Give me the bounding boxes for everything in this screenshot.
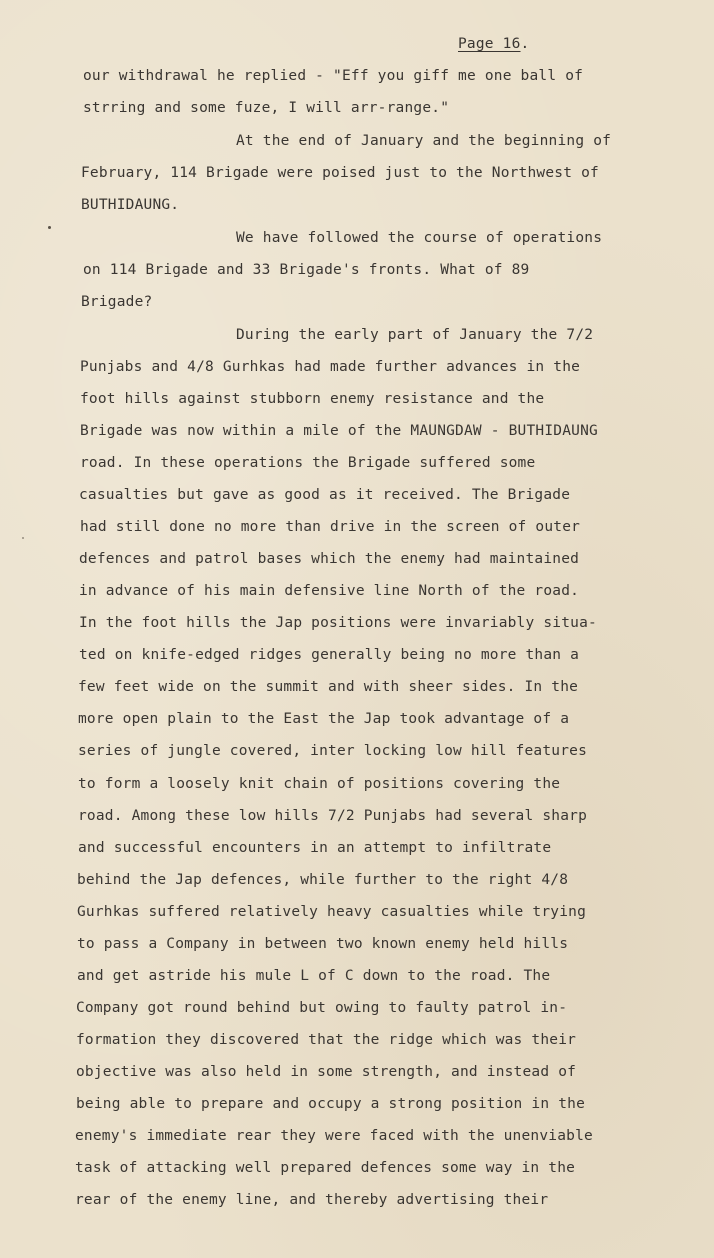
text-line: and successful encounters in an attempt to infiltrate bbox=[78, 840, 552, 856]
text-line: Brigade was now within a mile of the MAUNGDAW - BUTHIDAUNG bbox=[80, 423, 598, 439]
page-number bbox=[458, 36, 529, 52]
text-line: strring and some fuze, I will arr-range." bbox=[83, 100, 450, 116]
text-line: behind the Jap defences, while further to the right 4/8 bbox=[77, 872, 569, 888]
text-line: in advance of his main defensive line North of the road. bbox=[79, 583, 580, 599]
text-line: more open plain to the East the Jap took advantage of a bbox=[78, 711, 570, 727]
text-line: During the early part of January the 7/2 bbox=[236, 327, 594, 343]
text-line: to form a loosely knit chain of positions covering the bbox=[78, 776, 561, 792]
text-line: defences and patrol bases which the enemy had maintained bbox=[79, 551, 580, 567]
text-line: rear of the enemy line, and thereby advertising their bbox=[75, 1192, 549, 1208]
text-line: our withdrawal he replied - "Eff you giff me one ball of bbox=[83, 68, 584, 84]
text-line: road. Among these low hills 7/2 Punjabs had several sharp bbox=[78, 808, 587, 824]
text-line: casualties but gave as good as it received. The Brigade bbox=[79, 487, 571, 503]
text-line: being able to prepare and occupy a strong position in the bbox=[76, 1096, 585, 1112]
text-line: At the end of January and the beginning of bbox=[236, 133, 612, 149]
text-line: had still done no more than drive in the screen of outer bbox=[80, 519, 581, 535]
text-line: enemy's immediate rear they were faced with the unenviable bbox=[75, 1128, 593, 1144]
text-line: few feet wide on the summit and with sheer sides. In the bbox=[78, 679, 579, 695]
text-line: In the foot hills the Jap positions were invariably situa- bbox=[79, 615, 597, 631]
paper-speck bbox=[22, 537, 24, 539]
text-line: task of attacking well prepared defences some way in the bbox=[75, 1160, 576, 1176]
paper-speck bbox=[48, 226, 51, 229]
text-line: We have followed the course of operations bbox=[236, 230, 603, 246]
text-line: Brigade? bbox=[81, 294, 153, 310]
text-line: ted on knife-edged ridges generally being no more than a bbox=[79, 647, 580, 663]
text-line: to pass a Company in between two known enemy held hills bbox=[77, 936, 569, 952]
page-number-label: Page 16 bbox=[458, 36, 521, 52]
text-line: foot hills against stubborn enemy resistance and the bbox=[80, 391, 545, 407]
text-line: February, 114 Brigade were poised just to the Northwest of bbox=[81, 165, 599, 181]
text-line: Gurhkas suffered relatively heavy casualties while trying bbox=[77, 904, 586, 920]
text-line: Punjabs and 4/8 Gurhkas had made further advances in the bbox=[80, 359, 581, 375]
text-line: BUTHIDAUNG. bbox=[81, 197, 180, 213]
text-line: road. In these operations the Brigade suffered some bbox=[80, 455, 536, 471]
text-line: objective was also held in some strength, and instead of bbox=[76, 1064, 577, 1080]
page-number-suffix: . bbox=[520, 36, 530, 52]
text-line: and get astride his mule L of C down to the road. The bbox=[77, 968, 551, 984]
text-line: on 114 Brigade and 33 Brigade's fronts. What of 89 bbox=[83, 262, 530, 278]
text-line: series of jungle covered, inter locking low hill features bbox=[78, 743, 587, 759]
text-line: formation they discovered that the ridge which was their bbox=[76, 1032, 577, 1048]
text-line: Company got round behind but owing to faulty patrol in- bbox=[76, 1000, 568, 1016]
